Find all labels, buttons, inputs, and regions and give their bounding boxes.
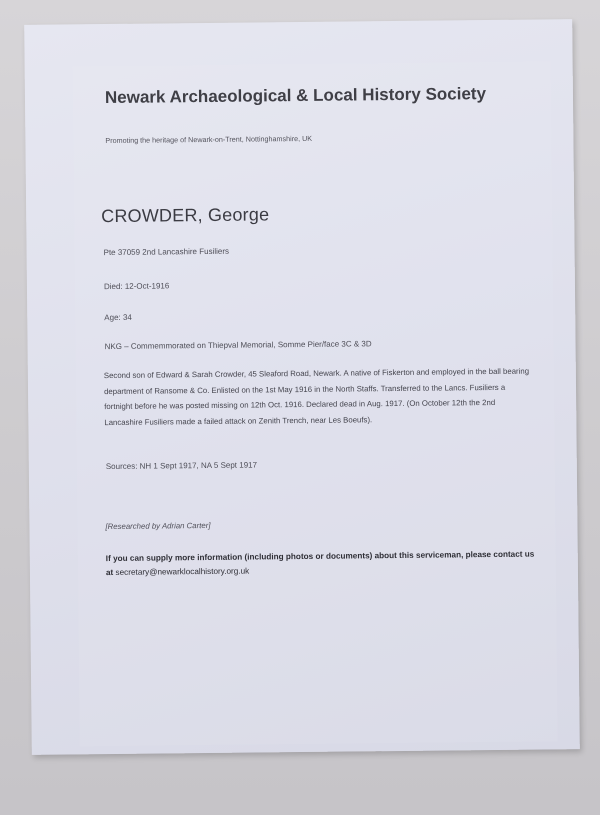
researched-by: [Researched by Adrian Carter] xyxy=(105,520,211,532)
contact-email[interactable]: secretary@newarklocalhistory.org.uk xyxy=(115,566,250,577)
rank-unit: Pte 37059 2nd Lancashire Fusiliers xyxy=(103,246,230,258)
contact-request: If you can supply more information (including photos or documents) about this serviceman, please contact us at xyxy=(105,549,535,578)
date-of-death: Died: 12-Oct-1916 xyxy=(103,281,170,292)
memorial-note: NKG – Commemmorated on Thiepval Memorial, Somme Pier/face 3C & 3D xyxy=(104,339,372,352)
person-name: CROWDER, George xyxy=(101,204,270,227)
org-tagline: Promoting the heritage of Newark-on-Trent, Nottinghamshire, UK xyxy=(105,133,313,146)
sources: Sources: NH 1 Sept 1917, NA 5 Sept 1917 xyxy=(105,460,258,472)
age: Age: 34 xyxy=(104,312,132,323)
biography: Second son of Edward & Sarah Crowder, 45 Sleaford Road, Newark. A native of Fiskerton and employed in the ball bearing department of Ransome & Co. Enlisted on the 1st May 1916 in the North Staffs. Transferred to the Lancs. Fusiliers a fortnight before he was posted missing on 12th Oct. 1916. Declared dead in Aug. 1917. (On October 12th the 2nd Lancashire Fusiliers made a failed attack on Zenith Trench, near Les Boeufs). xyxy=(103,366,530,427)
document-page xyxy=(24,19,580,755)
contact-note xyxy=(106,548,536,581)
org-name: Newark Archaeological & Local History Society xyxy=(104,84,487,108)
